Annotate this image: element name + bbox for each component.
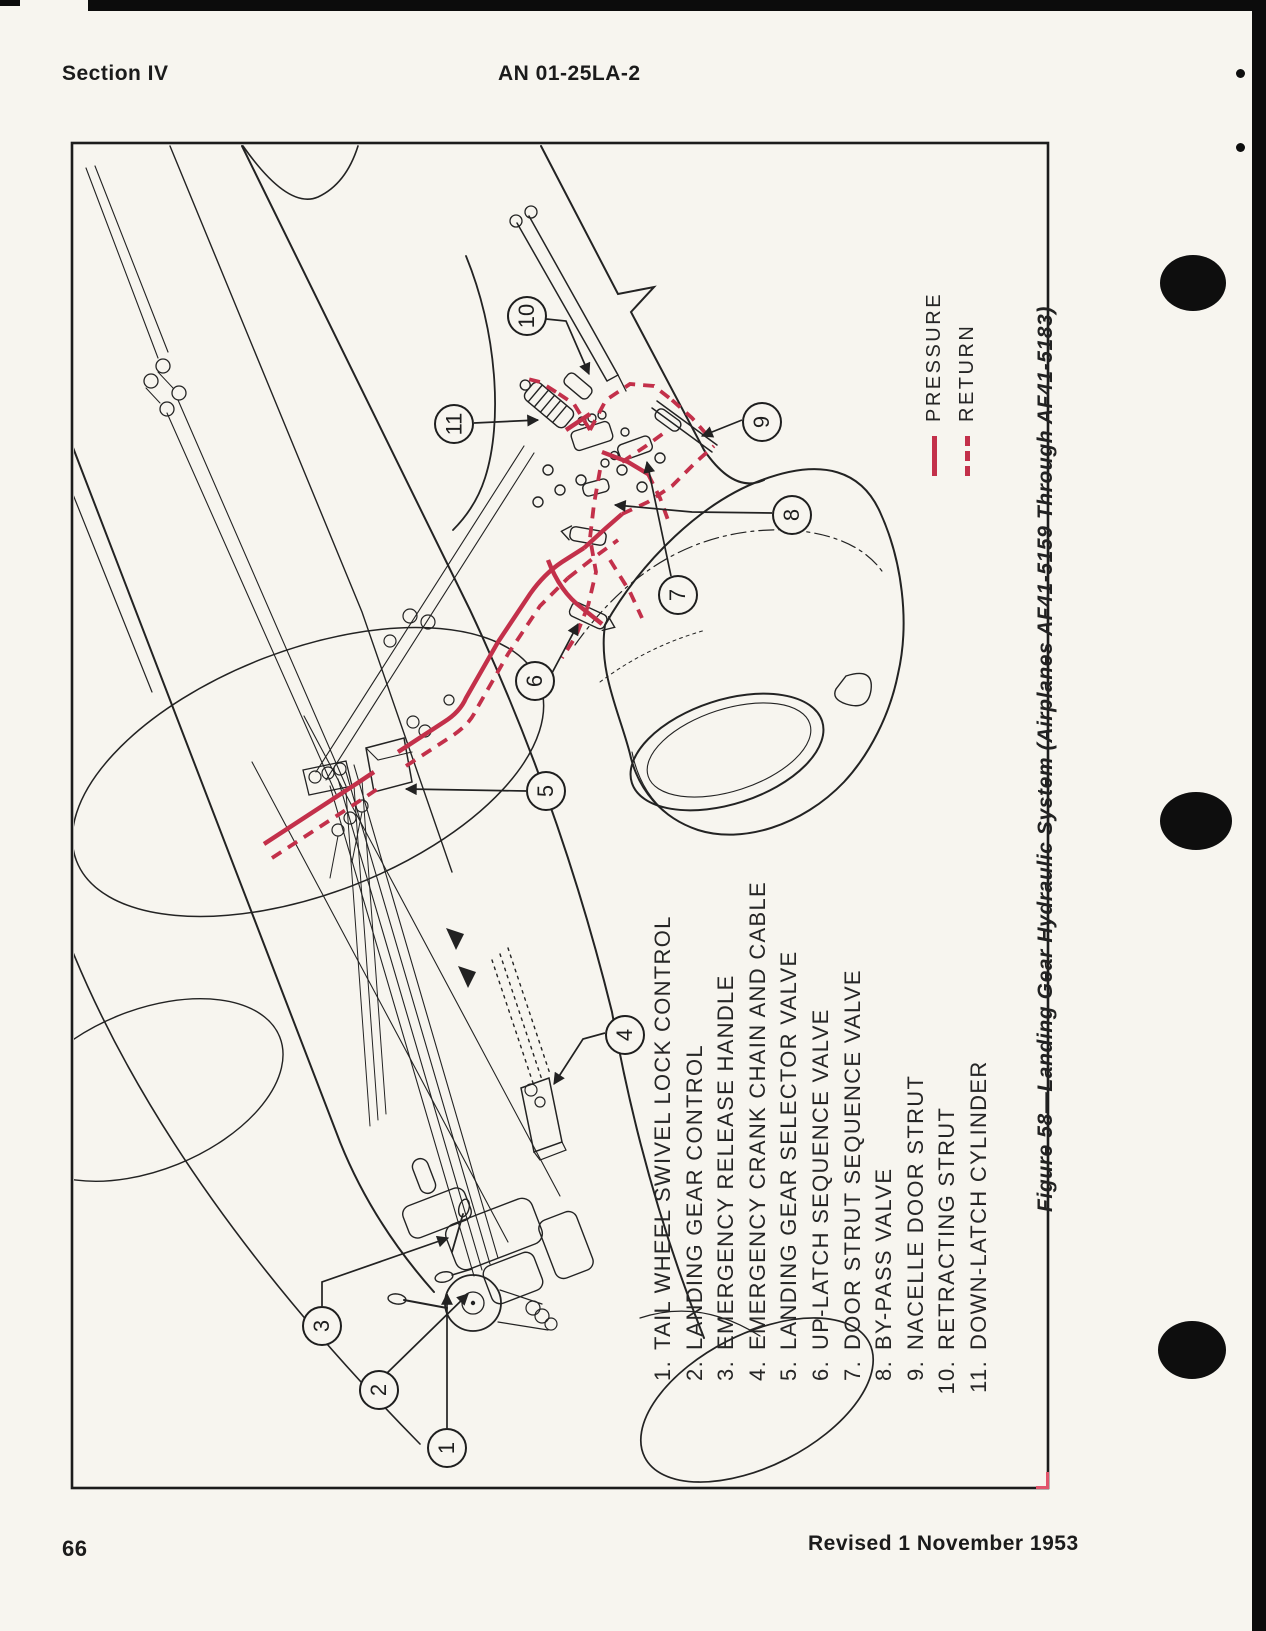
return-label: RETURN — [956, 323, 978, 422]
callout-11: 11 — [434, 404, 474, 444]
callout-4: 4 — [605, 1015, 645, 1055]
hydraulic-lines — [264, 378, 714, 858]
callout-8: 8 — [772, 495, 812, 535]
callout-1: 1 — [427, 1428, 467, 1468]
pressure-label: PRESSURE — [923, 291, 945, 422]
pressure-line-sample — [932, 436, 937, 476]
punch-dot — [1160, 255, 1226, 311]
doc-number: AN 01-25LA-2 — [498, 62, 641, 85]
scan-edge-mark — [0, 0, 20, 6]
scan-dot — [1236, 143, 1245, 152]
part-item: 6. UP-LATCH SEQUENCE VALVE — [807, 1008, 833, 1381]
callout-9: 9 — [742, 402, 782, 442]
callout-2: 2 — [359, 1370, 399, 1410]
revision-note: Revised 1 November 1953 — [808, 1532, 1079, 1555]
part-item: 2. LANDING GEAR CONTROL — [681, 1044, 707, 1381]
cockpit-panels — [400, 1156, 596, 1306]
callout-6: 6 — [515, 661, 555, 701]
part-item: 8. BY-PASS VALVE — [871, 1167, 897, 1381]
red-corner-mark — [1036, 1472, 1049, 1489]
part-item: 10. RETRACTING STRUT — [934, 1106, 960, 1395]
scan-dot — [1236, 69, 1245, 78]
right-edge-bar — [1252, 0, 1266, 1631]
part-item: 1. TAIL WHEEL SWIVEL LOCK CONTROL — [650, 915, 675, 1381]
parts-list — [650, 798, 998, 1398]
callout-3: 3 — [302, 1306, 342, 1346]
page-number: 66 — [62, 1536, 88, 1561]
pressure-lines — [264, 414, 648, 844]
legend — [918, 292, 984, 476]
legend-pressure-row — [918, 292, 951, 476]
return-lines — [272, 378, 714, 858]
part-item: 4. EMERGENCY CRANK CHAIN AND CABLE — [744, 881, 770, 1381]
return-line-sample — [965, 436, 970, 476]
section-label: Section IV — [62, 62, 169, 85]
callout-7: 7 — [658, 575, 698, 615]
callout-10: 10 — [507, 296, 547, 336]
part-item: 3. EMERGENCY RELEASE HANDLE — [713, 974, 739, 1381]
part-item: 11. DOWN-LATCH CYLINDER — [965, 1060, 991, 1393]
legend-return-row — [951, 292, 984, 476]
figure-caption: Figure 58—Landing Gear Hydraulic System (Airplanes AF41-5159 Through AF41-5183) — [1034, 306, 1057, 1212]
callout-5: 5 — [526, 771, 566, 811]
top-edge-bar — [88, 0, 1266, 11]
part-item: 9. NACELLE DOOR STRUT — [902, 1074, 928, 1381]
punch-dot — [1158, 1321, 1226, 1379]
part-item: 7. DOOR STRUT SEQUENCE VALVE — [839, 969, 865, 1381]
punch-dot — [1160, 792, 1232, 850]
part-item: 5. LANDING GEAR SELECTOR VALVE — [776, 950, 802, 1381]
